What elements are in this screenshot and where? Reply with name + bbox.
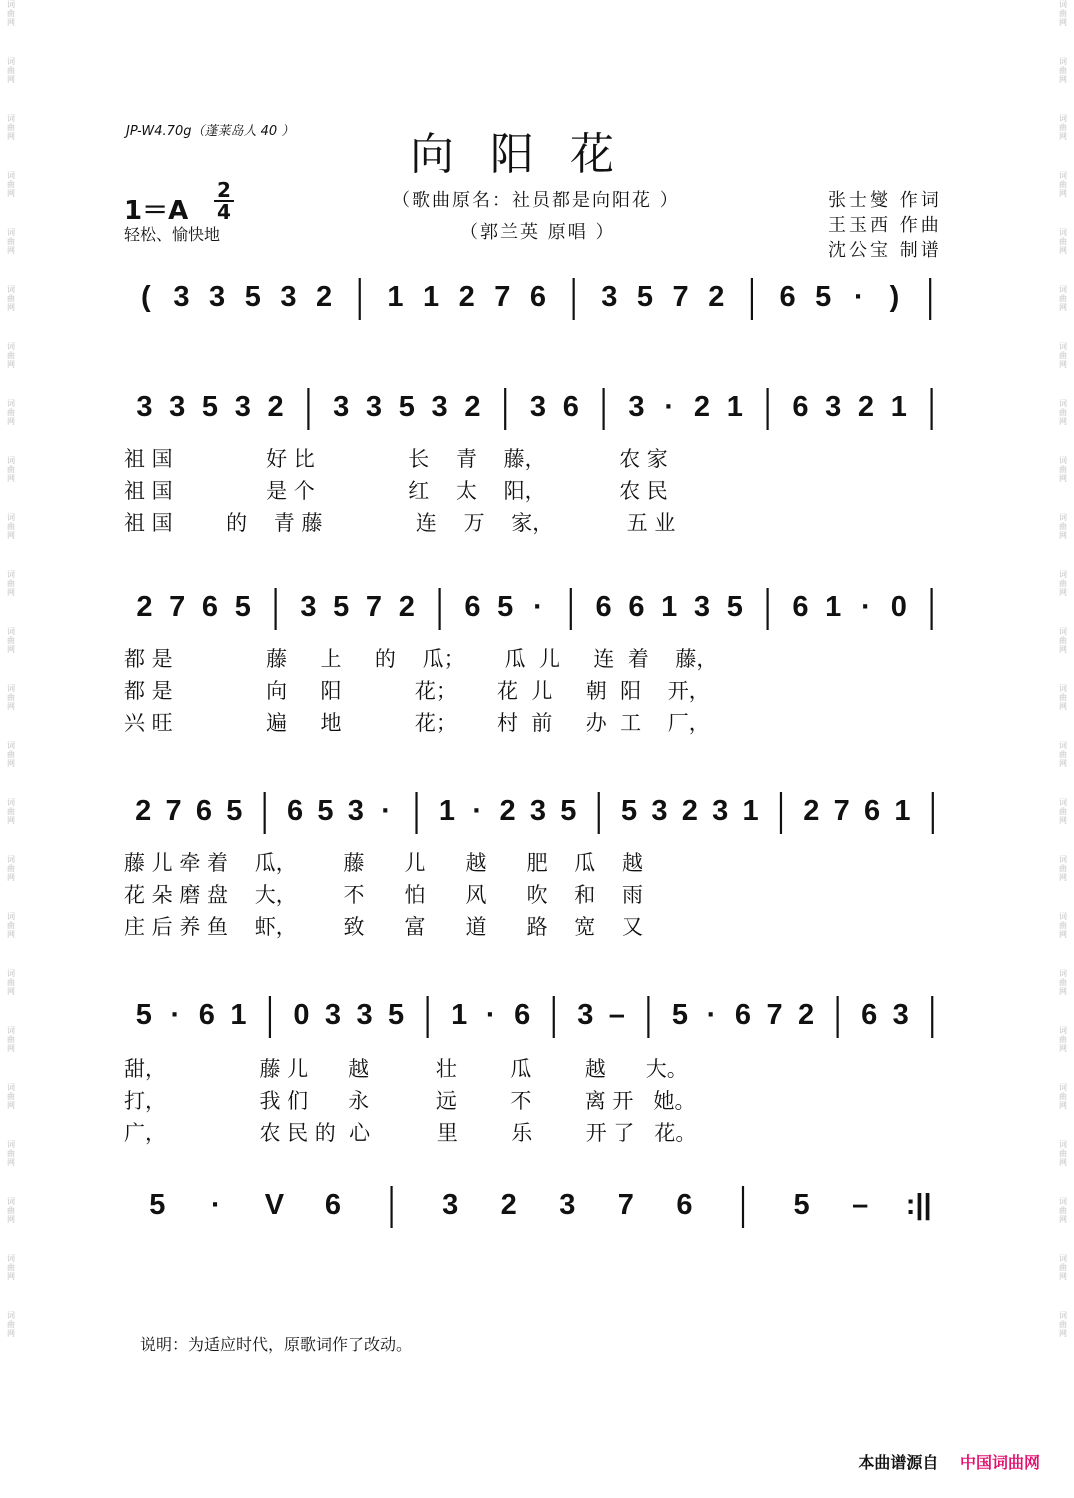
footer-source-label: 本曲谱源自: [858, 1453, 939, 1472]
score-note: 2: [398, 591, 415, 623]
score-note: 2: [693, 391, 711, 423]
score-note: 2: [267, 391, 284, 423]
score-note: 3: [333, 391, 350, 423]
score-note: 5: [793, 1189, 810, 1221]
score-note: 6: [324, 1189, 342, 1221]
lyric-line: 藤 儿 牵 着 瓜， 藤 儿 越 肥 瓜 越: [124, 851, 644, 875]
score-note: 5: [726, 591, 743, 623]
score-note: 2: [499, 795, 516, 827]
score-note: 6: [595, 591, 612, 623]
score-note: –: [852, 1189, 869, 1221]
watermark-right: 词曲网 词曲网 词曲网 词曲网 词曲网 词曲网 词曲网 词曲网 词曲网 词曲网 词曲网 词曲网 词曲网 词曲网 词曲网 词曲网 词曲网 词曲网 词曲网 词曲网 词曲网 词曲网 词曲网 词曲网: [1059, 0, 1067, 1338]
score-note: 3: [529, 391, 547, 423]
score-note: 6: [198, 999, 215, 1031]
score-note: 3: [601, 281, 618, 313]
score-note: 7: [365, 591, 383, 623]
score-note: 1: [387, 281, 404, 313]
score-note: 5: [398, 391, 415, 423]
score-note: 7: [494, 281, 511, 313]
score-code: JP-W4.70g（蓬莱岛人 40 ）: [126, 124, 295, 139]
composer-credit: 王玉西 作曲: [828, 215, 942, 236]
score-note: 2: [458, 281, 475, 313]
score-note: 6: [514, 999, 531, 1031]
score-note: 5: [135, 999, 152, 1031]
score-note: ·: [706, 999, 717, 1031]
score-note: 3: [431, 391, 448, 423]
score-note: 3: [209, 281, 226, 313]
score-note: 3: [280, 281, 297, 313]
lyric-line: 都 是 向 阳 花； 花 儿 朝 阳 开，: [124, 679, 710, 703]
lyric-line: 花 朵 磨 盘 大， 不 怕 风 吹 和 雨: [124, 883, 644, 907]
score-note: ·: [211, 1189, 221, 1221]
score-note: 2: [316, 281, 333, 313]
score-note: ·: [485, 999, 496, 1031]
score-note: 6: [201, 591, 219, 623]
footer-source: [858, 1450, 1040, 1473]
score-note: 0: [890, 591, 907, 623]
score-note: 5: [317, 795, 334, 827]
score-note: ·: [664, 391, 675, 423]
score-note: 5: [621, 795, 638, 827]
score-note: 2: [798, 999, 815, 1031]
score-note: 6: [464, 591, 481, 623]
score-note: 7: [169, 591, 186, 623]
arranger-credit: 沈公宝 制谱: [828, 240, 942, 261]
repeat-sign: :||: [905, 1189, 932, 1221]
score-note: 5: [388, 999, 405, 1031]
score-note: 2: [803, 795, 820, 827]
time-bottom: 4: [217, 200, 231, 224]
score-note: 3: [365, 391, 383, 423]
lyric-line: 打， 我 们 永 远 不 离 开 她。: [124, 1089, 696, 1113]
score-note: 0: [293, 999, 310, 1031]
score-note: 2: [464, 391, 481, 423]
score-note: V: [264, 1189, 285, 1221]
score-note: 6: [792, 591, 809, 623]
score-note: 1: [438, 795, 455, 827]
score-note: 7: [165, 795, 182, 827]
lyric-line: 庄 后 养 鱼 虾， 致 富 道 路 宽 又: [124, 915, 644, 939]
score-note: 1: [422, 281, 440, 313]
score-note: 1: [726, 391, 743, 423]
score-note: 3: [529, 795, 547, 827]
score-note: 2: [136, 591, 153, 623]
score-note: 6: [734, 999, 752, 1031]
score-note: ): [889, 281, 900, 313]
score-note: 1: [661, 591, 678, 623]
score-note: 3: [173, 281, 190, 313]
score-note: 1: [890, 391, 907, 423]
score-note: 3: [712, 795, 729, 827]
score-note: 1: [742, 795, 759, 827]
score-note: 6: [286, 795, 304, 827]
score-note: 5: [234, 591, 251, 623]
score-note: 3: [693, 591, 711, 623]
score-note: 1: [894, 795, 911, 827]
score-note: 1: [825, 591, 842, 623]
score-note: 6: [195, 795, 212, 827]
score-note: 6: [676, 1189, 693, 1221]
original-name: （歌曲原名：社员都是向阳花 ）: [392, 190, 680, 211]
lyric-line: 祖 国 的 青 藤 连 万 家， 五 业: [124, 511, 676, 535]
footer-site-link[interactable]: 中国词曲网: [959, 1453, 1040, 1472]
score-note: ·: [533, 591, 543, 623]
score-note: 2: [500, 1189, 517, 1221]
score-note: 7: [766, 999, 783, 1031]
score-note: 3: [169, 391, 186, 423]
score-note: 6: [562, 391, 579, 423]
score-note: 3: [559, 1189, 576, 1221]
score-note: 5: [636, 281, 654, 313]
lyric-line: 都 是 藤 上 的 瓜； 瓜 儿 连 着 藤，: [124, 647, 718, 671]
score-note: 2: [135, 795, 152, 827]
score-note: 3: [892, 999, 909, 1031]
score-note: –: [608, 999, 625, 1031]
score-note: 2: [708, 281, 725, 313]
key-signature: 1＝A: [124, 196, 189, 226]
score-note: 2: [857, 391, 875, 423]
lyricist-credit: 张士燮 作词: [828, 190, 942, 211]
score-note: 6: [861, 999, 878, 1031]
score-note: 5: [497, 591, 514, 623]
score-note: ·: [472, 795, 483, 827]
score-note: ·: [381, 795, 391, 827]
score-note: 5: [815, 281, 832, 313]
score-note: (: [140, 281, 151, 313]
score-note: 3: [356, 999, 373, 1031]
score-note: 1: [230, 999, 247, 1031]
score-note: 5: [244, 281, 261, 313]
score-note: ·: [854, 281, 864, 313]
lyric-line: 祖 国 好 比 长 青 藤， 农 家: [124, 447, 668, 471]
score-note: 2: [681, 795, 698, 827]
score-note: ·: [861, 591, 871, 623]
score-note: 3: [300, 591, 317, 623]
score-note: 5: [226, 795, 243, 827]
score-note: 3: [628, 391, 645, 423]
score-note: 6: [628, 591, 645, 623]
score-note: 3: [324, 999, 342, 1031]
score-note: 5: [333, 591, 350, 623]
watermark-left: 词曲网 词曲网 词曲网 词曲网 词曲网 词曲网 词曲网 词曲网 词曲网 词曲网 词曲网 词曲网 词曲网 词曲网 词曲网 词曲网 词曲网 词曲网 词曲网 词曲网 词曲网 词曲网 词曲网 词曲网: [7, 0, 15, 1338]
score-note: 3: [234, 391, 251, 423]
score-note: 5: [560, 795, 577, 827]
score-note: 7: [833, 795, 850, 827]
score-note: 3: [577, 999, 594, 1031]
score-note: 1: [451, 999, 468, 1031]
lyric-line: 甜， 藤 儿 越 壮 瓜 越 大。: [124, 1057, 688, 1081]
score-note: 3: [136, 391, 153, 423]
original-singer: （郭兰英 原唱 ）: [460, 222, 616, 243]
score-note: 6: [529, 281, 547, 313]
score-note: 7: [617, 1189, 634, 1221]
score-note: 6: [792, 391, 809, 423]
lyric-line: 兴 旺 遍 地 花； 村 前 办 工 厂，: [124, 711, 710, 735]
tempo-marking: 轻松、愉快地: [124, 225, 221, 244]
page-title: 向阳花: [410, 129, 650, 180]
score-note: 3: [442, 1189, 459, 1221]
score-note: 5: [201, 391, 219, 423]
time-top: 2: [217, 178, 231, 202]
score-note: ·: [170, 999, 181, 1031]
score-note: 6: [864, 795, 881, 827]
score-note: 5: [671, 999, 688, 1031]
score-note: 5: [149, 1189, 166, 1221]
explanation-note: 说明：为适应时代，原歌词作了改动。: [140, 1335, 413, 1354]
lyric-line: 祖 国 是 个 红 太 阳， 农 民: [124, 479, 668, 503]
score-note: 3: [347, 795, 364, 827]
score-note: 6: [779, 281, 796, 313]
lyric-line: 广， 农 民 的 心 里 乐 开 了 花。: [124, 1121, 697, 1145]
score-note: 3: [825, 391, 842, 423]
score-note: 7: [672, 281, 689, 313]
score-note: 3: [651, 795, 668, 827]
